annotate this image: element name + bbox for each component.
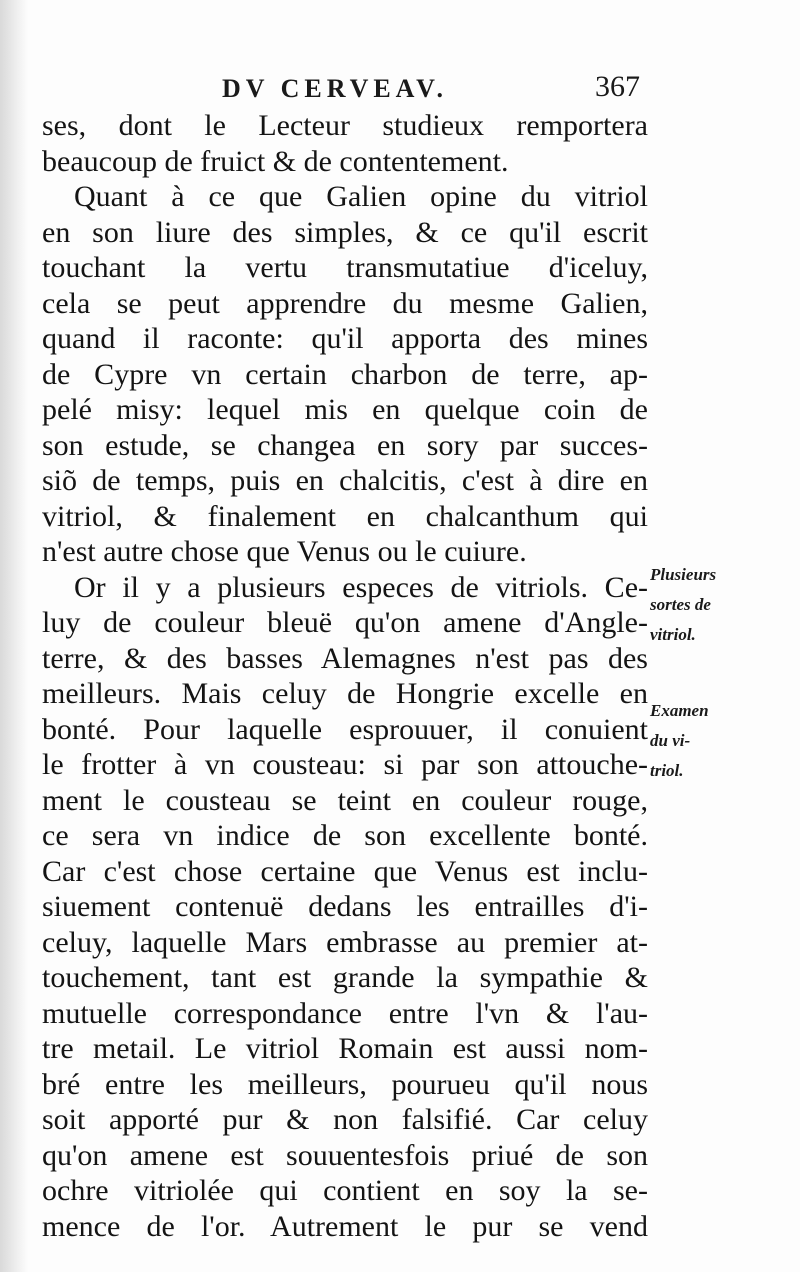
margin-note-line: triol. [650,761,684,780]
text-line: qu'on amene est souuentesfois priué de son [42,1138,648,1172]
body-text [42,108,648,1244]
text-line: en son liure des simples, & ce qu'il escrit [42,215,648,249]
text-line: cela se peut apprendre du mesme Galien, [42,286,648,320]
text-line: soit apporté pur & non falsifié. Car celuy [42,1103,648,1136]
text-line: ses, dont le Lecteur studieux remportera [42,109,648,142]
text-line: celuy, laquelle Mars embrasse au premier at- [42,925,648,959]
text-line: pelé misy: lequel mis en quelque coin de [42,393,648,426]
running-title: DV CERVEAV. [222,74,449,103]
margin-note-line: vitriol. [650,625,696,644]
text-line: ce sera vn indice de son excellente bonté. [42,819,648,852]
text-line: le frotter à vn cousteau: si par son attouche- [42,748,648,781]
text-line: mence de l'or. Autrement le pur se vend [42,1209,648,1243]
text-line: Quant à ce que Galien opine du vitriol [74,180,648,213]
text-line: touchement, tant est grande la sympathie & [42,961,648,994]
margin-note-line: Plusieurs [650,565,717,584]
text-line: quand il raconte: qu'il apporta des mines [42,322,648,355]
text-line: bonté. Pour laquelle esprouuer, il conuient [42,712,648,746]
page-header [40,70,640,110]
text-line: bré entre les meilleurs, pourueu qu'il nous [42,1067,648,1101]
text-line: beaucoup de fruict & de contentement. [42,144,509,178]
text-line: siõ de temps, puis en chalcitis, c'est à dire en [42,464,648,497]
text-line: luy de couleur bleuë qu'on amene d'Angle- [42,606,648,639]
text-line: tre metail. Le vitriol Romain est aussi nom- [42,1032,648,1065]
margin-note-line: du vi- [650,731,691,750]
margin-note-line: Examen [650,701,709,720]
text-line: meilleurs. Mais celuy de Hongrie excelle en [42,677,648,710]
text-line: vitriol, & finalement en chalcanthum qui [42,499,648,533]
text-line: terre, & des basses Alemagnes n'est pas des [42,641,648,675]
text-line: touchant la vertu transmutatiue d'iceluy, [42,251,648,284]
text-line: de Cypre vn certain charbon de terre, ap- [42,357,648,391]
gutter-shadow [0,0,28,1272]
text-line: mutuelle correspondance entre l'vn & l'au- [42,996,648,1030]
text-line: n'est autre chose que Venus ou le cuiure. [42,535,527,568]
margin-note-line: sortes de [650,595,711,614]
text-line: Car c'est chose certaine que Venus est inclu- [42,854,648,888]
text-line: son estude, se changea en sory par succes- [42,428,648,462]
page-number: 367 [595,70,640,103]
text-line: siuement contenuë dedans les entrailles d'i- [42,890,648,923]
text-line: ochre vitriolée qui contient en soy la se- [42,1174,648,1207]
text-line: ment le cousteau se teint en couleur rouge, [42,783,648,817]
margin-note-examination [650,696,768,786]
text-line: Or il y a plusieurs especes de vitriols. Ce- [74,570,648,604]
margin-note-varieties [650,560,768,650]
